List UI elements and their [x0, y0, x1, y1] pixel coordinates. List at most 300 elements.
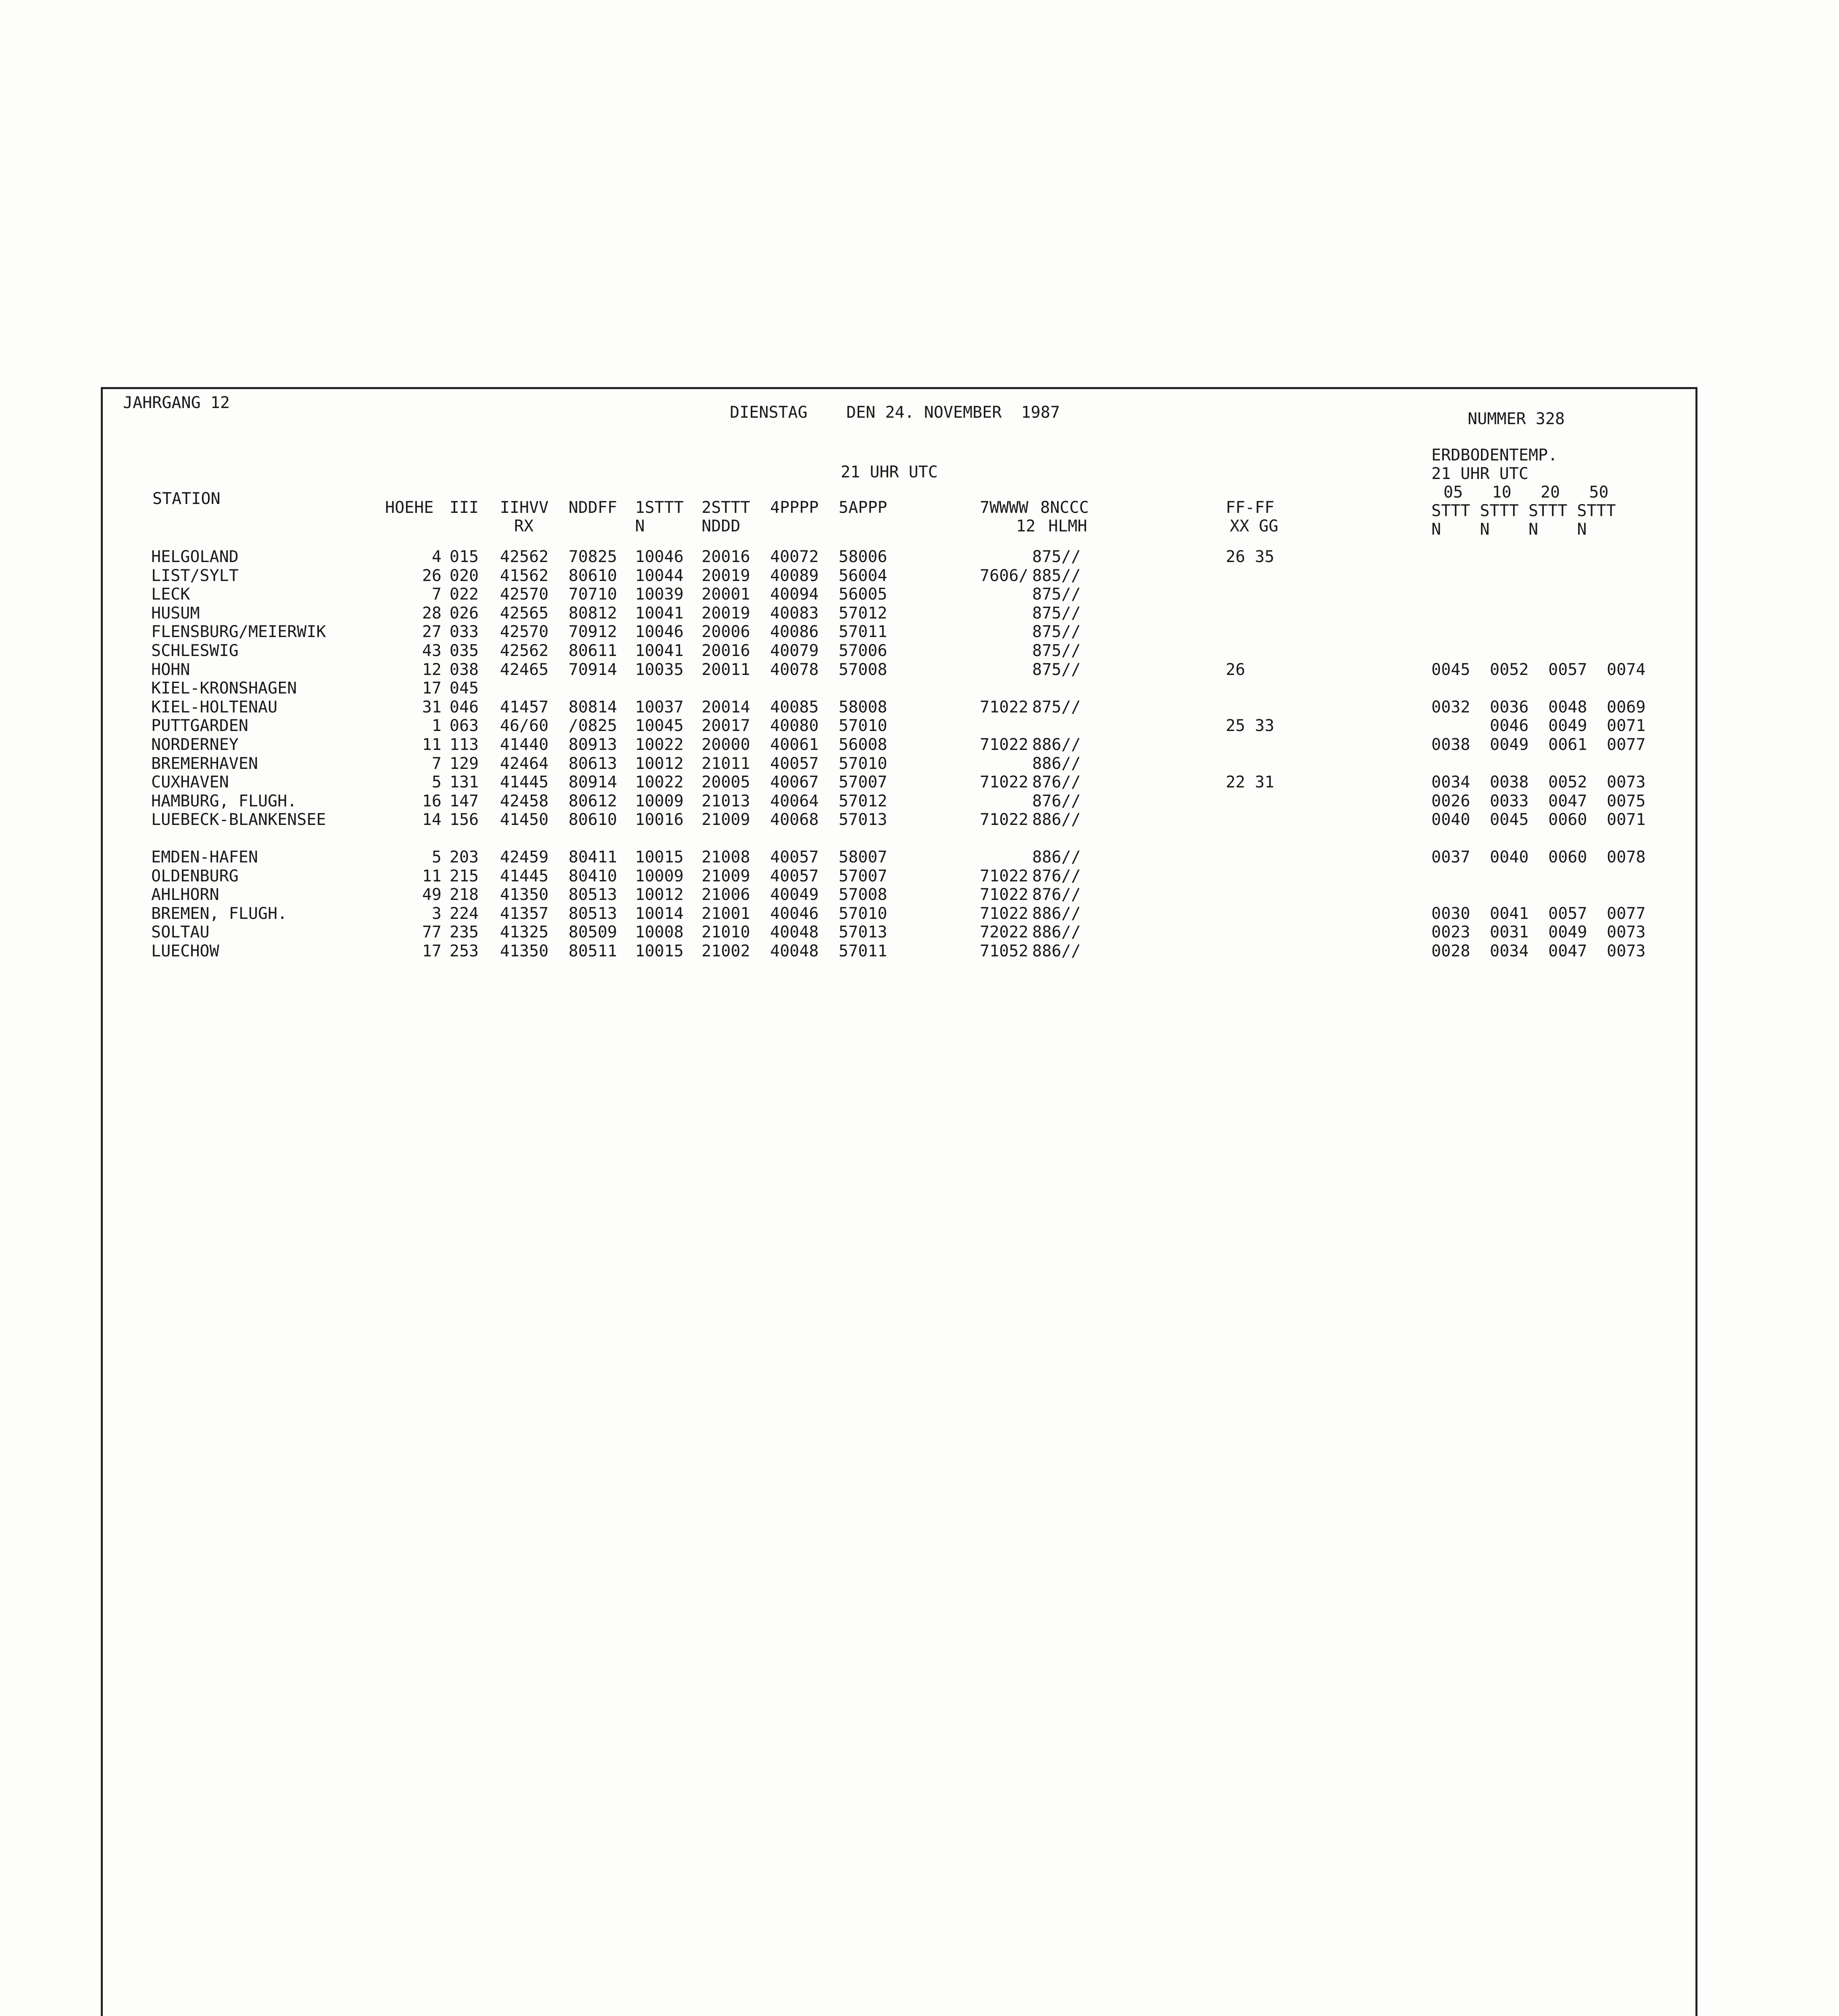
cell-hoehe: 4 [431, 548, 442, 566]
cell-e50: 0077 [1607, 735, 1646, 754]
cell-nddff: 70912 [569, 623, 617, 641]
cell-ff: 26 35 [1226, 548, 1275, 566]
cell-iihvv: 41457 [500, 698, 549, 716]
cell-s1: 10022 [635, 735, 684, 754]
table-row [0, 604, 1839, 623]
cell-p4: 40079 [770, 641, 819, 660]
cell-iihvv: 41325 [500, 923, 549, 941]
cell-station: SOLTAU [151, 923, 210, 941]
cell-n8: 886// [1032, 923, 1081, 941]
cell-e10: 0040 [1490, 848, 1529, 866]
table-row [0, 810, 1839, 829]
cell-s2: 20019 [702, 604, 750, 623]
cell-hoehe: 17 [422, 942, 442, 960]
cell-hoehe: 49 [422, 885, 442, 904]
cell-s1: 10014 [635, 904, 684, 923]
cell-a5: 57010 [839, 716, 887, 735]
cell-iihvv: 42458 [500, 792, 549, 810]
cell-iihvv: 41450 [500, 810, 549, 829]
cell-station: HAMBURG, FLUGH. [151, 792, 297, 810]
cell-e50: 0073 [1607, 942, 1646, 960]
cell-n8: 886// [1032, 942, 1081, 960]
col-ff-sub: XX GG [1230, 517, 1279, 535]
cell-iii: 038 [450, 660, 479, 679]
cell-e20: 0057 [1548, 904, 1587, 923]
cell-n8: 876// [1032, 867, 1081, 885]
cell-n8: 886// [1032, 754, 1081, 773]
cell-hoehe: 3 [431, 904, 442, 923]
cell-a5: 57011 [839, 942, 887, 960]
table-row [0, 623, 1839, 641]
cell-iii: 156 [450, 810, 479, 829]
cell-s2: 20014 [702, 698, 750, 716]
cell-n8: 886// [1032, 810, 1081, 829]
cell-e20: 0049 [1548, 716, 1587, 735]
table-row [0, 566, 1839, 585]
cell-e20: 0061 [1548, 735, 1587, 754]
cell-s1: 10015 [635, 942, 684, 960]
cell-e10: 0033 [1490, 792, 1529, 810]
cell-station: CUXHAVEN [151, 773, 229, 791]
col-1sttt: 1STTT [635, 498, 684, 517]
cell-p4: 40057 [770, 848, 819, 866]
cell-e10: 0052 [1490, 660, 1529, 679]
cell-s2: 20005 [702, 773, 750, 791]
cell-station: HELGOLAND [151, 548, 239, 566]
cell-p4: 40046 [770, 904, 819, 923]
cell-nddff: 80509 [569, 923, 617, 941]
cell-e05: 0034 [1431, 773, 1470, 791]
cell-p4: 40080 [770, 716, 819, 735]
cell-nddff: 80513 [569, 904, 617, 923]
cell-e10: 0038 [1490, 773, 1529, 791]
cell-hoehe: 12 [422, 660, 442, 679]
cell-s1: 10012 [635, 754, 684, 773]
col-station: STATION [152, 489, 221, 508]
cell-a5: 56005 [839, 585, 887, 604]
cell-s2: 20016 [702, 641, 750, 660]
cell-e50: 0077 [1607, 904, 1646, 923]
table-row [0, 585, 1839, 604]
cell-p4: 40085 [770, 698, 819, 716]
col-2sttt-sub: NDDD [702, 517, 741, 535]
cell-n8: 875// [1032, 641, 1081, 660]
cell-nddff: 80914 [569, 773, 617, 791]
cell-station: AHLHORN [151, 885, 219, 904]
issue-number: NUMMER 328 [1468, 410, 1565, 428]
cell-a5: 57007 [839, 773, 887, 791]
cell-iii: 147 [450, 792, 479, 810]
cell-e20: 0048 [1548, 698, 1587, 716]
cell-nddff: 80410 [569, 867, 617, 885]
cell-iihvv: 42570 [500, 585, 549, 604]
table-row [0, 754, 1839, 773]
cell-p4: 40089 [770, 566, 819, 585]
cell-s2: 21008 [702, 848, 750, 866]
cell-a5: 58008 [839, 698, 887, 716]
cell-station: FLENSBURG/MEIERWIK [151, 623, 326, 641]
cell-hoehe: 7 [431, 754, 442, 773]
cell-iihvv: 42570 [500, 623, 549, 641]
cell-a5: 57012 [839, 792, 887, 810]
cell-iii: 022 [450, 585, 479, 604]
cell-p4: 40048 [770, 923, 819, 941]
cell-s1: 10041 [635, 604, 684, 623]
col-5appp: 5APPP [839, 498, 887, 517]
cell-hoehe: 26 [422, 566, 442, 585]
col-8nccc: 8NCCC [1040, 498, 1089, 517]
cell-hoehe: 1 [431, 716, 442, 735]
cell-nddff: 80612 [569, 792, 617, 810]
cell-ff: 26 [1226, 660, 1245, 679]
cell-station: HOHN [151, 660, 190, 679]
cell-e10: 0049 [1490, 735, 1529, 754]
cell-iii: 131 [450, 773, 479, 791]
cell-station: PUTTGARDEN [151, 716, 248, 735]
cell-s1: 10016 [635, 810, 684, 829]
cell-s2: 21013 [702, 792, 750, 810]
cell-nddff: 80513 [569, 885, 617, 904]
col-soil-n: N N N N [1431, 520, 1587, 539]
cell-e50: 0073 [1607, 773, 1646, 791]
table-row [0, 867, 1839, 885]
cell-s2: 20019 [702, 566, 750, 585]
cell-station: NORDERNEY [151, 735, 239, 754]
cell-s2: 21009 [702, 867, 750, 885]
cell-w7: 71022 [980, 867, 1029, 885]
table-row [0, 792, 1839, 810]
cell-a5: 57010 [839, 904, 887, 923]
cell-p4: 40072 [770, 548, 819, 566]
cell-s2: 20006 [702, 623, 750, 641]
cell-s1: 10044 [635, 566, 684, 585]
cell-w7: 72022 [980, 923, 1029, 941]
cell-s1: 10035 [635, 660, 684, 679]
cell-s1: 10041 [635, 641, 684, 660]
cell-hoehe: 27 [422, 623, 442, 641]
cell-s2: 21011 [702, 754, 750, 773]
cell-s1: 10015 [635, 848, 684, 866]
cell-e20: 0047 [1548, 942, 1587, 960]
cell-n8: 876// [1032, 885, 1081, 904]
cell-station: EMDEN-HAFEN [151, 848, 258, 866]
cell-a5: 56004 [839, 566, 887, 585]
cell-nddff: 80814 [569, 698, 617, 716]
cell-p4: 40068 [770, 810, 819, 829]
cell-s1: 10046 [635, 548, 684, 566]
cell-s1: 10009 [635, 792, 684, 810]
cell-e50: 0069 [1607, 698, 1646, 716]
soil-temp-depths: 05 10 20 50 [1443, 483, 1609, 502]
cell-ff: 25 33 [1226, 716, 1275, 735]
col-hoehe: HOEHE [385, 498, 434, 517]
cell-iii: 033 [450, 623, 479, 641]
cell-e50: 0073 [1607, 923, 1646, 941]
cell-n8: 875// [1032, 623, 1081, 641]
cell-iii: 035 [450, 641, 479, 660]
col-1sttt-sub: N [635, 517, 645, 535]
issue-date: DIENSTAG DEN 24. NOVEMBER 1987 [730, 403, 1060, 422]
cell-e50: 0074 [1607, 660, 1646, 679]
cell-s1: 10045 [635, 716, 684, 735]
cell-a5: 57011 [839, 623, 887, 641]
cell-s2: 21002 [702, 942, 750, 960]
cell-hoehe: 43 [422, 641, 442, 660]
table-row [0, 660, 1839, 679]
cell-n8: 886// [1032, 904, 1081, 923]
cell-iii: 215 [450, 867, 479, 885]
col-7wwww-sub: 12 [1016, 517, 1036, 535]
cell-n8: 875// [1032, 604, 1081, 623]
cell-hoehe: 28 [422, 604, 442, 623]
cell-e10: 0034 [1490, 942, 1529, 960]
cell-e20: 0047 [1548, 792, 1587, 810]
cell-e20: 0057 [1548, 660, 1587, 679]
cell-a5: 58007 [839, 848, 887, 866]
cell-iii: 063 [450, 716, 479, 735]
cell-s2: 21009 [702, 810, 750, 829]
cell-p4: 40057 [770, 867, 819, 885]
cell-e10: 0036 [1490, 698, 1529, 716]
cell-n8: 885// [1032, 566, 1081, 585]
cell-nddff: 70825 [569, 548, 617, 566]
cell-w7: 71022 [980, 885, 1029, 904]
cell-e05: 0037 [1431, 848, 1470, 866]
cell-e05: 0032 [1431, 698, 1470, 716]
col-nddff: NDDFF [569, 498, 617, 517]
cell-hoehe: 11 [422, 867, 442, 885]
cell-station: HUSUM [151, 604, 200, 623]
cell-n8: 886// [1032, 848, 1081, 866]
cell-p4: 40067 [770, 773, 819, 791]
cell-nddff: 70914 [569, 660, 617, 679]
cell-nddff: 80611 [569, 641, 617, 660]
cell-s2: 21001 [702, 904, 750, 923]
table-row [0, 773, 1839, 791]
cell-iihvv: 42562 [500, 548, 549, 566]
cell-n8: 876// [1032, 792, 1081, 810]
cell-ff: 22 31 [1226, 773, 1275, 791]
cell-p4: 40083 [770, 604, 819, 623]
cell-iii: 235 [450, 923, 479, 941]
cell-e05: 0045 [1431, 660, 1470, 679]
cell-nddff: 80613 [569, 754, 617, 773]
cell-w7: 71022 [980, 698, 1029, 716]
cell-station: SCHLESWIG [151, 641, 239, 660]
cell-e05: 0030 [1431, 904, 1470, 923]
cell-e20: 0060 [1548, 848, 1587, 866]
cell-hoehe: 5 [431, 848, 442, 866]
cell-iii: 015 [450, 548, 479, 566]
cell-s1: 10046 [635, 623, 684, 641]
cell-s1: 10009 [635, 867, 684, 885]
cell-iii: 129 [450, 754, 479, 773]
col-4pppp: 4PPPP [770, 498, 819, 517]
col-7wwww: 7WWWW [980, 498, 1029, 517]
cell-iihvv: 41562 [500, 566, 549, 585]
cell-iihvv: 41445 [500, 773, 549, 791]
cell-s2: 20011 [702, 660, 750, 679]
table-row [0, 848, 1839, 866]
col-iihvv: IIHVV [500, 498, 549, 517]
cell-a5: 57013 [839, 923, 887, 941]
soil-temp-title: ERDBODENTEMP. [1431, 446, 1558, 464]
cell-station: LIST/SYLT [151, 566, 239, 585]
cell-e10: 0031 [1490, 923, 1529, 941]
cell-iihvv: 46/60 [500, 716, 549, 735]
table-row [0, 716, 1839, 735]
cell-nddff: 80610 [569, 810, 617, 829]
cell-station: LUEBECK-BLANKENSEE [151, 810, 326, 829]
cell-p4: 40064 [770, 792, 819, 810]
table-row [0, 679, 1839, 698]
cell-n8: 875// [1032, 548, 1081, 566]
cell-w7: 71052 [980, 942, 1029, 960]
cell-a5: 57008 [839, 885, 887, 904]
col-ff: FF-FF [1226, 498, 1275, 517]
cell-station: LUECHOW [151, 942, 219, 960]
cell-p4: 40049 [770, 885, 819, 904]
col-2sttt: 2STTT [702, 498, 750, 517]
cell-w7: 7606/ [980, 566, 1029, 585]
table-row [0, 641, 1839, 660]
cell-nddff: 80913 [569, 735, 617, 754]
cell-e05: 0028 [1431, 942, 1470, 960]
cell-hoehe: 16 [422, 792, 442, 810]
cell-iii: 253 [450, 942, 479, 960]
cell-station: OLDENBURG [151, 867, 239, 885]
cell-hoehe: 5 [431, 773, 442, 791]
cell-nddff: 80411 [569, 848, 617, 866]
cell-e10: 0045 [1490, 810, 1529, 829]
cell-iii: 113 [450, 735, 479, 754]
col-8nccc-sub: HLMH [1048, 517, 1087, 535]
cell-iii: 046 [450, 698, 479, 716]
cell-hoehe: 17 [422, 679, 442, 698]
table-row [0, 885, 1839, 904]
cell-a5: 57007 [839, 867, 887, 885]
col-soil-sttt: STTT STTT STTT STTT [1431, 502, 1616, 520]
cell-e10: 0041 [1490, 904, 1529, 923]
cell-a5: 57006 [839, 641, 887, 660]
cell-e10: 0046 [1490, 716, 1529, 735]
cell-n8: 875// [1032, 698, 1081, 716]
cell-n8: 876// [1032, 773, 1081, 791]
jahrgang-label: JAHRGANG 12 [123, 394, 230, 412]
cell-station: KIEL-HOLTENAU [151, 698, 278, 716]
cell-w7: 71022 [980, 773, 1029, 791]
cell-iii: 045 [450, 679, 479, 698]
cell-iii: 020 [450, 566, 479, 585]
cell-p4: 40086 [770, 623, 819, 641]
cell-station: KIEL-KRONSHAGEN [151, 679, 297, 698]
cell-e05: 0038 [1431, 735, 1470, 754]
cell-iii: 026 [450, 604, 479, 623]
cell-s1: 10039 [635, 585, 684, 604]
cell-hoehe: 7 [431, 585, 442, 604]
col-iihvv-sub: RX [514, 517, 534, 535]
observation-time: 21 UHR UTC [841, 463, 938, 481]
cell-w7: 71022 [980, 735, 1029, 754]
cell-a5: 58006 [839, 548, 887, 566]
cell-a5: 57010 [839, 754, 887, 773]
cell-nddff: 80610 [569, 566, 617, 585]
cell-iihvv: 41440 [500, 735, 549, 754]
cell-hoehe: 31 [422, 698, 442, 716]
cell-hoehe: 14 [422, 810, 442, 829]
table-row [0, 698, 1839, 716]
cell-e50: 0071 [1607, 716, 1646, 735]
cell-nddff: 80511 [569, 942, 617, 960]
cell-s2: 20001 [702, 585, 750, 604]
cell-iihvv: 42562 [500, 641, 549, 660]
cell-w7: 71022 [980, 810, 1029, 829]
cell-station: LECK [151, 585, 190, 604]
cell-e20: 0052 [1548, 773, 1587, 791]
cell-s2: 21006 [702, 885, 750, 904]
cell-e05: 0040 [1431, 810, 1470, 829]
cell-e50: 0071 [1607, 810, 1646, 829]
cell-s2: 20016 [702, 548, 750, 566]
cell-s1: 10022 [635, 773, 684, 791]
cell-station: BREMEN, FLUGH. [151, 904, 287, 923]
cell-s1: 10037 [635, 698, 684, 716]
cell-a5: 56008 [839, 735, 887, 754]
cell-a5: 57008 [839, 660, 887, 679]
cell-iihvv: 42464 [500, 754, 549, 773]
cell-nddff: 80812 [569, 604, 617, 623]
cell-nddff: /0825 [569, 716, 617, 735]
cell-iihvv: 42565 [500, 604, 549, 623]
cell-iihvv: 42465 [500, 660, 549, 679]
table-row [0, 923, 1839, 941]
cell-hoehe: 11 [422, 735, 442, 754]
cell-p4: 40061 [770, 735, 819, 754]
cell-e05: 0023 [1431, 923, 1470, 941]
cell-iihvv: 41350 [500, 885, 549, 904]
cell-s1: 10008 [635, 923, 684, 941]
cell-n8: 875// [1032, 585, 1081, 604]
cell-s1: 10012 [635, 885, 684, 904]
cell-iihvv: 41357 [500, 904, 549, 923]
cell-s2: 20000 [702, 735, 750, 754]
cell-e05: 0026 [1431, 792, 1470, 810]
cell-a5: 57012 [839, 604, 887, 623]
table-row [0, 904, 1839, 923]
cell-p4: 40078 [770, 660, 819, 679]
cell-iihvv: 42459 [500, 848, 549, 866]
cell-e50: 0078 [1607, 848, 1646, 866]
cell-s2: 21010 [702, 923, 750, 941]
cell-e20: 0049 [1548, 923, 1587, 941]
table-row [0, 735, 1839, 754]
cell-e50: 0075 [1607, 792, 1646, 810]
cell-iii: 224 [450, 904, 479, 923]
table-row [0, 942, 1839, 960]
cell-e20: 0060 [1548, 810, 1587, 829]
cell-n8: 875// [1032, 660, 1081, 679]
cell-hoehe: 77 [422, 923, 442, 941]
cell-iii: 203 [450, 848, 479, 866]
cell-station: BREMERHAVEN [151, 754, 258, 773]
cell-iii: 218 [450, 885, 479, 904]
cell-iihvv: 41350 [500, 942, 549, 960]
cell-nddff: 70710 [569, 585, 617, 604]
soil-temp-time: 21 UHR UTC [1431, 464, 1529, 483]
cell-p4: 40057 [770, 754, 819, 773]
cell-iihvv: 41445 [500, 867, 549, 885]
cell-s2: 20017 [702, 716, 750, 735]
